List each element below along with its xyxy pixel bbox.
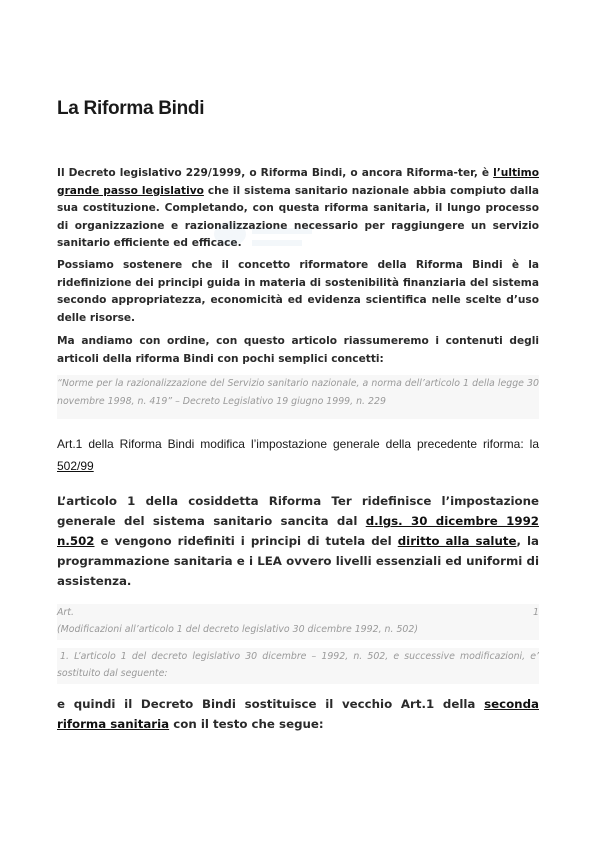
link-502-99[interactable]: 502/99 [57,459,94,473]
link-seconda-riforma-sanitaria[interactable]: seconda riforma sanitaria [57,697,539,731]
quote-art-number: 1 [533,607,539,618]
link-diritto-alla-salute[interactable]: diritto alla salute [397,534,517,548]
bindi-text-1: e quindi il Decreto Bindi sostituisce il vecchio Art.1 della [57,697,485,711]
intro-text-start: Il Decreto legislativo 229/1999, o Riforma Bindi, o ancora Riforma-ter, è [57,167,494,179]
intro-text-end: che il sistema sanitario nazionale abbia compiuto dalla sua costituzione. Completando, con questa riforma sanitaria, il lungo processo di organizzazione e razionalizzazione necessario per raggiungere un servizio sanitario efficiente ed efficace. [57,184,539,250]
quote-art1-body [57,648,539,684]
paragraph-ordine: Ma andiamo con ordine, con questo articolo riassumeremo i contenuti degli articoli della riforma Bindi con pochi semplici concetti: [57,335,539,365]
paragraph-decreto-bindi [57,694,539,734]
quote-art-label: Art. [57,607,74,618]
quote-norme [57,375,539,419]
heading-art1 [57,433,539,477]
quote-norme-text: “Norme per la razionalizzazione del Servizio sanitario nazionale, a norma dell’articolo 1 della legge 30 novembre 1998, n. 419” – Decreto Legislativo 19 giugno 1999, n. 229 [57,378,539,407]
page-title: La Riforma Bindi [57,98,205,119]
link-ultimo-passo-legislativo[interactable]: l’ultimo grande passo legislativo [57,167,539,197]
art1-text-2: e vengono ridefiniti i principi di tutela del [94,534,398,548]
paragraph-concetto-riformatore: Possiamo sostenere che il concetto riformatore della Riforma Bindi è la ridefinizione dei principi guida in materia di sostenibilità finanziaria del sistema secondo appropriatezza, economicità ed evidenza scientifica nelle scelte d’uso delle risorse. [57,259,539,324]
quote-art1-subtitle: (Modificazioni all’articolo 1 del decreto legislativo 30 dicembre 1992, n. 502) [57,624,418,635]
bindi-text-2: con il testo che segue: [169,717,324,731]
quote-art1-body-text: 1. L’articolo 1 del decreto legislativo 30 dicembre – 1992, n. 502, e successive modificazioni, e’ sostituito dal seguente: [57,651,539,679]
heading-art1-text: Art.1 della Riforma Bindi modifica l’impostazione generale della precedente riforma: la [57,437,539,451]
watermark-logo [210,214,320,264]
quote-art1-line [57,604,539,621]
art1-text-1: L’articolo 1 della cosiddetta Riforma Ter ridefinisce l’impostazione generale del sistema sanitario sancita dal [57,494,539,528]
art1-text-3: , la programmazione sanitaria e i LEA ovvero livelli essenziali ed uniformi di assistenza. [57,534,539,588]
paragraph-articolo-1 [57,491,539,591]
quote-art1-title [57,604,539,640]
link-dlgs-502[interactable]: d.lgs. 30 dicembre 1992 n.502 [57,514,539,548]
